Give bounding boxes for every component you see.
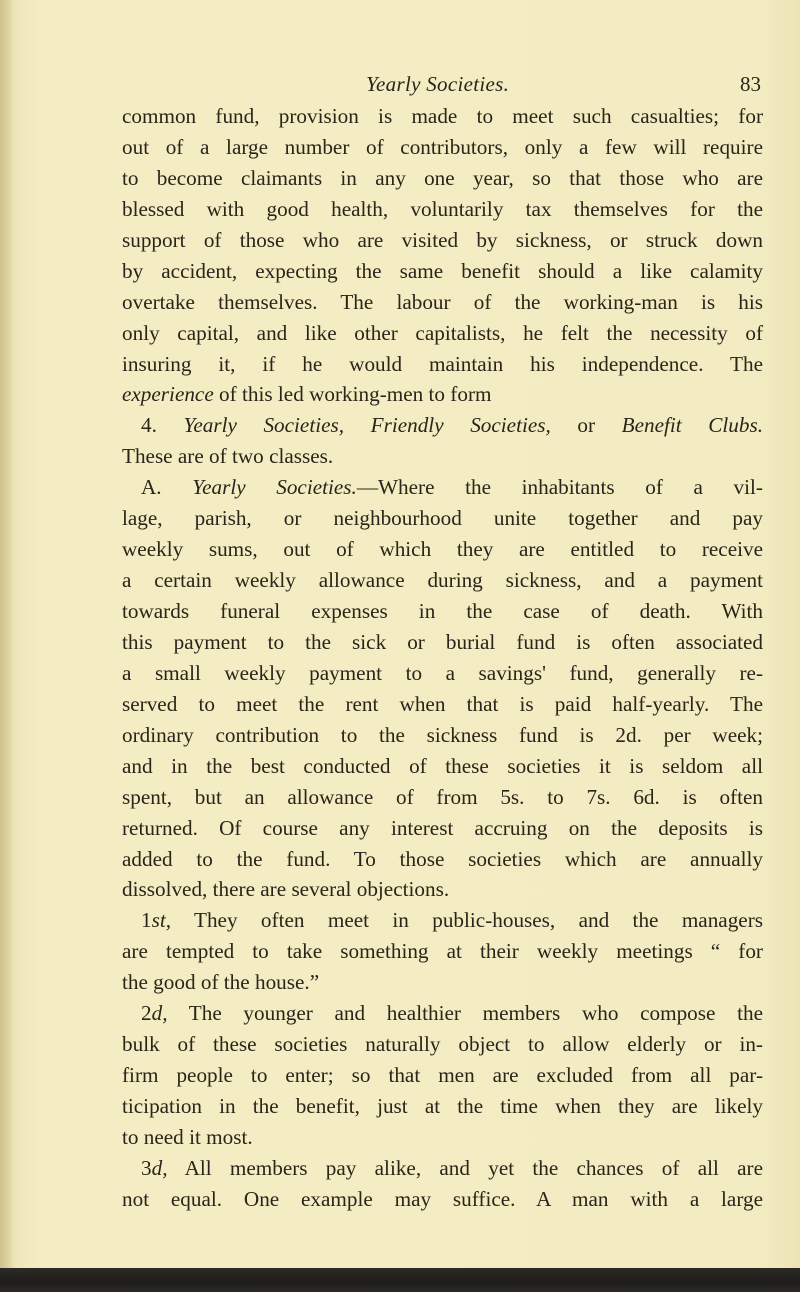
italic-text: Yearly Societies. (192, 475, 357, 500)
text-line: are tempted to take something at their weekly meetings “ for (122, 939, 763, 964)
text-line: firm people to enter; so that men are excluded from all par- (122, 1063, 763, 1088)
text-line: a certain weekly allowance during sickness, and a payment (122, 568, 763, 593)
text-line: blessed with good health, voluntarily tax themselves for the (122, 196, 763, 221)
text-line: ticipation in the benefit, just at the time when they are likely (122, 1094, 763, 1118)
text-segment: 4. (141, 413, 184, 438)
text-line: this payment to the sick or burial fund is often associated (122, 629, 763, 654)
text-line: spent, but an allowance of from 5s. to 7s. 6d. is often (122, 784, 763, 809)
list-item-second (122, 998, 763, 1029)
text-line: not equal. One example may suffice. A man with a large (122, 1186, 763, 1211)
emphasis-experience: experience (122, 382, 214, 407)
text-segment: The younger and healthier members who compose the (167, 1001, 763, 1026)
list-item-first (122, 905, 763, 936)
text-segment: All members pay alike, and yet the chances of all are (167, 1155, 763, 1180)
text-line: bulk of these societies naturally object to allow elderly or in- (122, 1032, 763, 1057)
text-line: a small weekly payment to a savings' fund, generally re- (122, 660, 763, 685)
text-line: These are of two classes. (122, 444, 334, 469)
text-line: to need it most. (122, 1124, 253, 1149)
text-line: and in the best conducted of these societies it is seldom all (122, 753, 763, 778)
text-line: insuring it, if he would maintain his independence. The (122, 351, 763, 376)
text-segment: or (550, 413, 622, 438)
text-line: towards funeral expenses in the case of death. With (122, 599, 763, 623)
subsection-heading (122, 472, 763, 503)
spine-shadow (0, 0, 14, 1292)
text-line: common fund, provision is made to meet such casualties; for (122, 104, 763, 128)
text-line: returned. Of course any interest accruing on the deposits is (122, 815, 763, 840)
text-line: to become claimants in any one year, so that those who are (122, 165, 763, 190)
text-line: overtake themselves. The labour of the working-man is his (122, 289, 763, 314)
italic-text: st, (151, 908, 172, 933)
text-line: the good of the house.” (122, 970, 320, 995)
text-line: support of those who are visited by sickness, or struck down (122, 227, 763, 252)
text-line: ordinary contribution to the sickness fund is 2d. per week; (122, 722, 763, 747)
text-segment: 3 (141, 1155, 152, 1180)
text-line: weekly sums, out of which they are entitled to receive (122, 537, 763, 562)
text-line: by accident, expecting the same benefit should a like calamity (122, 258, 763, 283)
body-text (122, 101, 763, 1215)
list-item-third (122, 1153, 763, 1184)
text-line: dissolved, there are several objections. (122, 877, 450, 902)
text-segment: 1 (141, 908, 152, 933)
section-heading (122, 410, 763, 441)
page-header (0, 72, 800, 102)
italic-text: d, (151, 1001, 168, 1026)
text-segment: —Where the inhabitants of a vil- (356, 475, 763, 500)
text-line: served to meet the rent when that is paid half-yearly. The (122, 691, 763, 716)
text-line: lage, parish, or neighbourhood unite together and pay (122, 506, 763, 531)
page-edge-shadow (0, 1268, 800, 1292)
italic-text: d, (151, 1155, 168, 1180)
running-head: Yearly Societies. (366, 72, 510, 96)
text-line: out of a large number of contributors, only a few will require (122, 134, 763, 159)
text-line: only capital, and like other capitalists, he felt the necessity of (122, 320, 763, 345)
italic-text: Benefit Clubs. (621, 413, 763, 438)
text-line-rest: of this led working-men to form (213, 382, 492, 407)
page-number: 83 (740, 72, 761, 96)
text-line (122, 379, 763, 410)
text-segment: A. (141, 475, 193, 500)
italic-text: Yearly Societies, Friendly Societies, (183, 413, 551, 438)
text-segment: They often meet in public-houses, and the managers (171, 908, 763, 933)
text-line: added to the fund. To those societies which are annually (122, 846, 763, 871)
text-segment: 2 (141, 1001, 152, 1026)
